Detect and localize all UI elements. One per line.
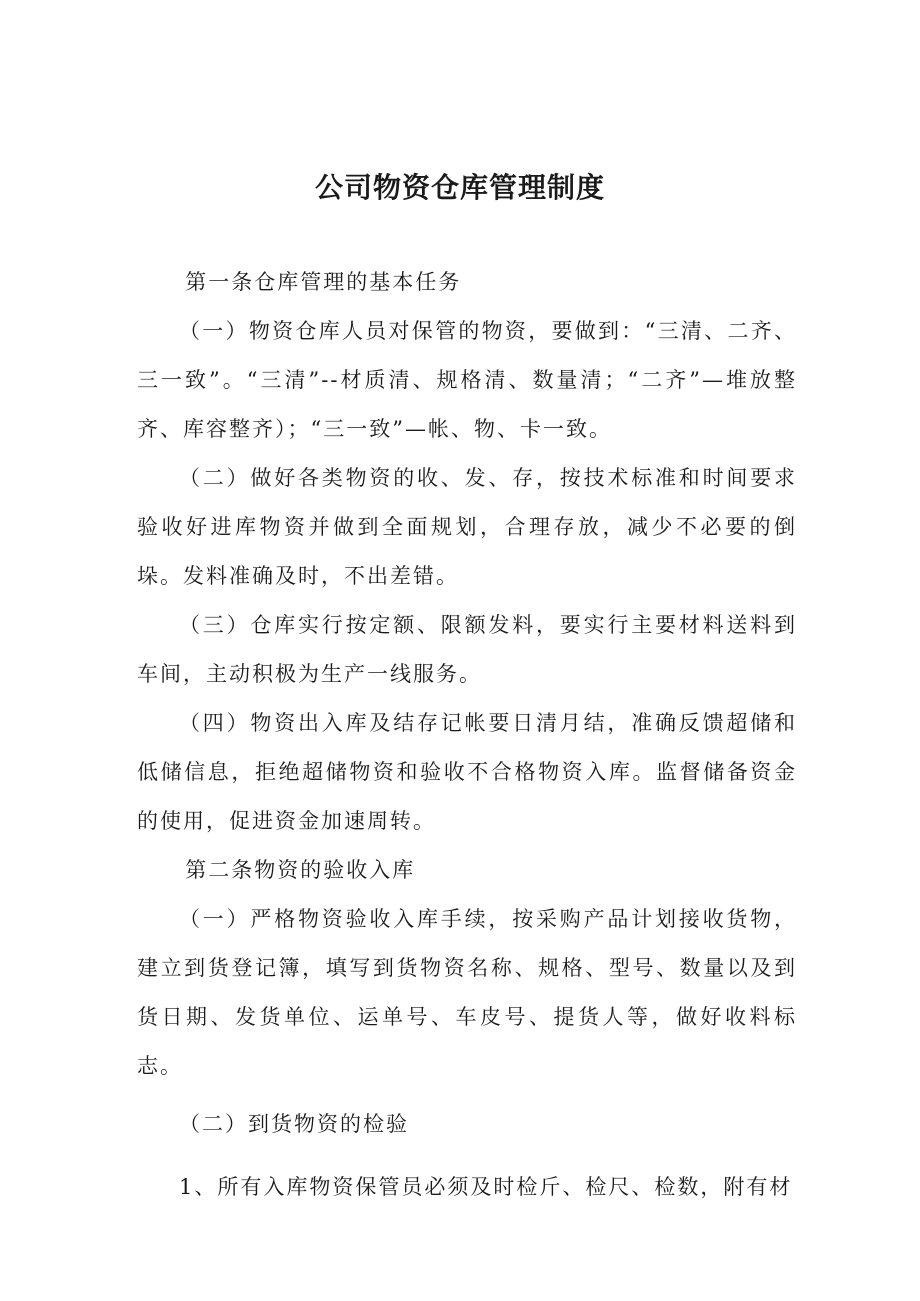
article-1-item-4: （四）物资出入库及结存记帐要日清月结，准确反馈超储和低储信息，拒绝超储物资和验收不合格物资入库。监督储备资金的使用，促进资金加速周转。: [137, 711, 797, 833]
article-1-item-3: （三）仓库实行按定额、限额发料，要实行主要材料送料到车间，主动积极为生产一线服务。: [137, 613, 797, 686]
article-2-heading: 第二条物资的验收入库: [185, 858, 416, 882]
article-1-heading: 第一条仓库管理的基本任务: [185, 270, 462, 294]
document-title: 公司物资仓库管理制度: [314, 171, 605, 204]
article-1-item-1: （一）物资仓库人员对保管的物资，要做到：“三清、二齐、三一致”。“三清”--材质清、规格清、数量清；“二齐”—堆放整齐、库容整齐）；“三一致”—帐、物、卡一致。: [137, 319, 797, 441]
article-1-item-2: （二）做好各类物资的收、发、存，按技术标准和时间要求验收好进库物资并做到全面规划，合理存放，减少不必要的倒垛。发料准确及时，不出差错。: [137, 466, 797, 588]
article-2-item-2: （二）到货物资的检验: [179, 1112, 409, 1136]
document-body: [137, 258, 797, 1212]
article-2-item-1: （一）严格物资验收入库手续，按采购产品计划接收货物，建立到货登记簿，填写到货物资名称、规格、型号、数量以及到货日期、发货单位、运单号、车皮号、提货人等，做好收料标志。: [137, 907, 797, 1078]
article-2-subitem-1: 1、所有入库物资保管员必须及时检斤、检尺、检数，附有材: [179, 1175, 793, 1199]
